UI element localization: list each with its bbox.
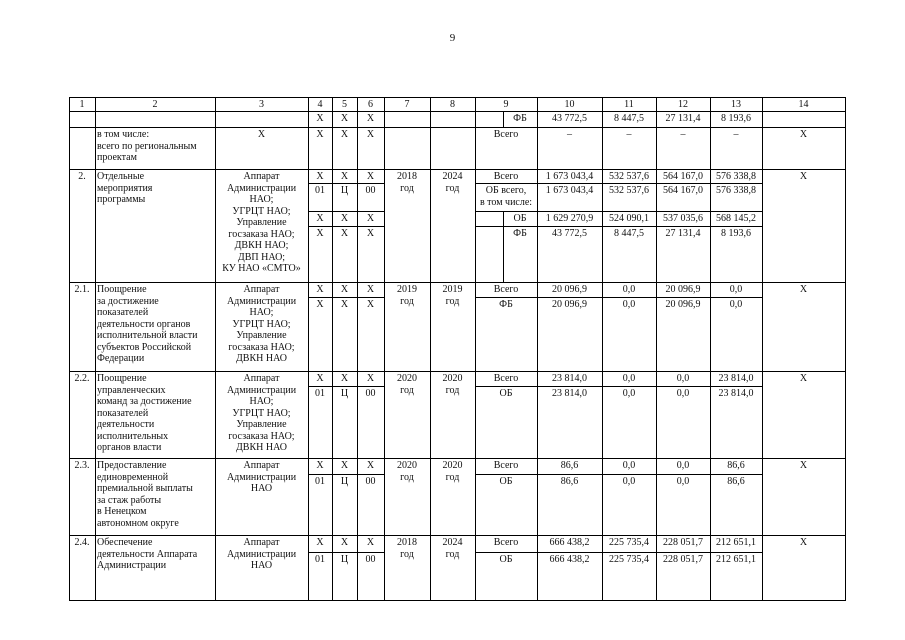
column-rule — [308, 127, 309, 169]
column-rule — [69, 371, 70, 458]
column-rule — [95, 97, 96, 112]
table-cell: Х — [257, 129, 266, 140]
column-rule — [762, 535, 763, 600]
column-rule — [430, 535, 431, 600]
sub-row-rule — [308, 386, 384, 387]
column-rule — [430, 111, 431, 127]
table-cell: Х — [799, 460, 808, 471]
sub-row-rule — [308, 183, 384, 184]
table-cell: 8 447,5 — [614, 113, 644, 124]
column-rule — [537, 535, 538, 600]
table-cell: – — [626, 129, 632, 140]
table-cell: Х — [316, 299, 324, 310]
table-cell: 2024 год — [442, 171, 463, 194]
table-cell: Х — [316, 171, 324, 182]
table-cell: Х — [316, 373, 324, 384]
column-rule — [656, 535, 657, 600]
row-rule — [69, 600, 846, 601]
column-header: 9 — [503, 99, 509, 110]
column-rule — [537, 458, 538, 535]
table-cell: 212 651,1 — [716, 537, 756, 548]
column-rule — [215, 111, 216, 127]
table-cell: Поощрение управленческих команд за достижение показателей деятельности исполнительных органов власти — [97, 373, 192, 453]
column-rule — [710, 97, 711, 112]
column-header: 8 — [450, 99, 455, 110]
column-rule — [384, 111, 385, 127]
table-cell: Х — [799, 373, 808, 384]
column-rule — [710, 371, 711, 458]
table-cell: Ц — [340, 554, 349, 565]
column-rule — [215, 97, 216, 112]
table-cell: 0,0 — [622, 388, 636, 399]
column-rule — [656, 282, 657, 371]
column-rule — [69, 169, 70, 282]
table-cell: 532 537,6 — [609, 185, 649, 196]
table-cell: Ц — [340, 476, 349, 487]
table-cell: 00 — [365, 388, 376, 399]
column-rule — [215, 127, 216, 169]
column-rule — [602, 535, 603, 600]
column-rule — [762, 458, 763, 535]
table-cell: Х — [340, 373, 349, 384]
column-rule — [656, 458, 657, 535]
column-rule — [215, 371, 216, 458]
table-cell: Х — [340, 129, 349, 140]
column-rule — [762, 169, 763, 282]
row-rule — [69, 282, 846, 283]
sub-row-rule — [475, 552, 762, 553]
table-cell: 2020 год — [397, 373, 417, 396]
table-cell: 27 131,4 — [665, 228, 701, 239]
table-cell: 0,0 — [622, 284, 636, 295]
column-rule — [762, 371, 763, 458]
table-cell: Х — [340, 299, 349, 310]
table-cell: Х — [799, 171, 808, 182]
table-cell: Аппарат Администрации НАО; УГРЦТ НАО; Управление госзаказа НАО; ДВКН НАО — [226, 284, 297, 364]
column-rule — [357, 458, 358, 535]
table-cell: Аппарат Администрации НАО — [226, 460, 297, 494]
column-rule — [69, 97, 70, 112]
table-cell: 2.3. — [74, 460, 90, 471]
sub-row-rule — [308, 474, 384, 475]
table-cell: 576 338,8 — [716, 185, 756, 196]
table-cell: 0,0 — [676, 373, 690, 384]
table-cell: 01 — [315, 476, 325, 487]
column-header: 2 — [152, 99, 158, 110]
column-rule — [357, 282, 358, 371]
table-cell: Х — [366, 129, 375, 140]
table-cell: Аппарат Администрации НАО; УГРЦТ НАО; Управление госзаказа НАО; ДВКН НАО — [226, 373, 297, 453]
table-cell: Х — [366, 284, 375, 295]
column-rule — [95, 169, 96, 282]
table-cell: 27 131,4 — [665, 113, 701, 124]
table-cell: ФБ — [513, 113, 527, 124]
column-rule — [537, 282, 538, 371]
table-cell: 2. — [78, 171, 86, 182]
table-cell: Всего — [493, 537, 519, 548]
column-rule — [475, 282, 476, 371]
column-header: 13 — [731, 99, 741, 110]
table-cell: Х — [340, 284, 349, 295]
column-rule — [430, 282, 431, 371]
column-rule — [357, 97, 358, 112]
column-rule — [95, 535, 96, 600]
column-rule — [430, 458, 431, 535]
table-cell: 1 629 270,9 — [545, 213, 594, 224]
column-rule — [475, 371, 476, 458]
row-rule — [69, 535, 846, 536]
column-rule — [503, 226, 504, 282]
table-cell: Х — [366, 373, 375, 384]
column-rule — [69, 535, 70, 600]
column-rule — [845, 458, 846, 535]
column-rule — [710, 282, 711, 371]
column-rule — [308, 282, 309, 371]
header-bottom-rule — [69, 111, 845, 112]
table-cell: – — [567, 129, 572, 140]
column-rule — [845, 127, 846, 169]
sub-row-rule — [475, 183, 762, 184]
column-rule — [475, 97, 476, 112]
table-cell: Х — [366, 171, 375, 182]
column-rule — [475, 535, 476, 600]
column-rule — [845, 535, 846, 600]
table-cell: Х — [316, 460, 324, 471]
column-rule — [475, 111, 476, 127]
table-cell: 23 814,0 — [718, 388, 754, 399]
column-rule — [215, 458, 216, 535]
table-cell: Х — [366, 460, 375, 471]
table-cell: 2020 год — [397, 460, 417, 483]
column-rule — [430, 97, 431, 112]
column-rule — [762, 111, 763, 127]
column-rule — [332, 535, 333, 600]
table-cell: 2020 год — [442, 373, 463, 396]
table-cell: 576 338,8 — [716, 171, 756, 182]
table-cell: 2019 год — [397, 284, 417, 307]
column-rule — [357, 371, 358, 458]
table-cell: 20 096,9 — [552, 284, 587, 295]
table-cell: Предоставление единовременной премиальной выплаты за стаж работы в Ненецком автономном округе — [97, 460, 193, 529]
table-cell: 86,6 — [727, 460, 745, 471]
table-cell: Х — [366, 299, 375, 310]
table-cell: 564 167,0 — [663, 171, 703, 182]
table-cell: Всего — [493, 129, 519, 140]
column-rule — [503, 111, 504, 127]
table-cell: 01 — [315, 388, 325, 399]
table-cell: 537 035,6 — [663, 213, 703, 224]
row-rule — [69, 458, 846, 459]
table-cell: Х — [316, 129, 324, 140]
table-cell: Х — [316, 537, 324, 548]
column-header: 1 — [79, 99, 85, 110]
table-cell: 0,0 — [676, 460, 690, 471]
sub-row-rule — [308, 552, 384, 553]
table-cell: 23 814,0 — [718, 373, 754, 384]
table-cell: ОБ — [499, 388, 513, 399]
table-cell: 225 735,4 — [609, 537, 649, 548]
table-cell: 0,0 — [622, 299, 636, 310]
column-rule — [710, 458, 711, 535]
column-header: 14 — [798, 99, 809, 110]
table-cell: Х — [316, 228, 324, 239]
table-cell: Х — [340, 537, 349, 548]
column-header: 7 — [404, 99, 410, 110]
table-cell: Х — [340, 228, 349, 239]
page-number: 9 — [449, 32, 456, 44]
table-cell: 2018 год — [397, 171, 417, 194]
column-header: 6 — [368, 99, 373, 110]
table-cell: 20 096,9 — [665, 299, 701, 310]
column-header: 3 — [259, 99, 264, 110]
table-cell: 564 167,0 — [663, 185, 703, 196]
table-cell: Х — [340, 213, 349, 224]
table-cell: 0,0 — [622, 476, 636, 487]
column-rule — [357, 535, 358, 600]
table-cell: 86,6 — [560, 460, 579, 471]
table-cell: – — [733, 129, 739, 140]
table-cell: 86,6 — [560, 476, 579, 487]
table-cell: 0,0 — [676, 476, 690, 487]
table-cell: 0,0 — [622, 460, 636, 471]
column-rule — [430, 127, 431, 169]
column-rule — [656, 111, 657, 127]
column-rule — [215, 282, 216, 371]
table-cell: 666 438,2 — [549, 554, 590, 565]
table-cell: 524 090,1 — [609, 213, 649, 224]
column-rule — [656, 371, 657, 458]
column-rule — [332, 97, 333, 112]
column-rule — [308, 97, 309, 112]
column-rule — [475, 458, 476, 535]
table-cell: Х — [366, 113, 375, 124]
column-rule — [656, 97, 657, 112]
table-cell: Х — [340, 460, 349, 471]
row-rule — [69, 371, 846, 372]
column-rule — [357, 111, 358, 127]
column-rule — [430, 371, 431, 458]
column-rule — [710, 127, 711, 169]
table-cell: 43 772,5 — [552, 113, 587, 124]
column-header: 12 — [678, 99, 688, 110]
column-rule — [537, 97, 538, 112]
table-border-top — [69, 97, 845, 98]
table-cell: Аппарат Администрации НАО; УГРЦТ НАО; Управление госзаказа НАО; ДВКН НАО; ДВП НАО; КУ НАО «СМТО» — [222, 171, 301, 274]
sub-row-rule — [308, 211, 384, 212]
sub-row-rule — [308, 226, 384, 227]
table-cell: 532 537,6 — [609, 171, 649, 182]
column-header: 4 — [317, 99, 323, 110]
table-cell: Х — [340, 113, 349, 124]
column-rule — [384, 535, 385, 600]
column-rule — [332, 371, 333, 458]
table-cell: Ц — [340, 185, 349, 196]
table-cell: 86,6 — [727, 476, 745, 487]
table-cell: 228 051,7 — [663, 554, 703, 565]
table-cell: ОБ — [513, 213, 527, 224]
table-cell: Х — [799, 284, 808, 295]
sub-row-rule — [475, 474, 762, 475]
column-rule — [332, 282, 333, 371]
table-cell: 2019 год — [442, 284, 463, 307]
table-cell: 2.1. — [74, 284, 90, 295]
row-rule — [69, 169, 846, 170]
table-cell: 212 651,1 — [716, 554, 756, 565]
table-cell: 20 096,9 — [552, 299, 587, 310]
table-cell: 8 447,5 — [614, 228, 644, 239]
column-rule — [762, 97, 763, 112]
column-rule — [69, 282, 70, 371]
column-rule — [602, 371, 603, 458]
column-rule — [69, 458, 70, 535]
table-cell: 43 772,5 — [552, 228, 587, 239]
column-rule — [384, 97, 385, 112]
table-cell: ФБ — [513, 228, 527, 239]
table-cell: Х — [316, 113, 324, 124]
table-cell: 8 193,6 — [721, 113, 751, 124]
table-cell: 2020 год — [442, 460, 463, 483]
table-cell: 1 673 043,4 — [545, 171, 594, 182]
column-rule — [845, 97, 846, 112]
table-cell: 2.4. — [74, 537, 90, 548]
column-rule — [845, 111, 846, 127]
table-cell: – — [680, 129, 686, 140]
table-cell: Всего — [493, 373, 519, 384]
table-cell: Аппарат Администрации НАО — [226, 537, 297, 571]
column-rule — [308, 371, 309, 458]
column-rule — [845, 282, 846, 371]
table-cell: Х — [316, 284, 324, 295]
table-cell: Всего — [493, 284, 519, 295]
column-rule — [503, 211, 504, 226]
table-cell: Отдельные мероприятия программы — [97, 171, 153, 205]
row-rule — [69, 127, 846, 128]
sub-row-rule — [475, 297, 762, 298]
table-cell: 00 — [365, 185, 376, 196]
column-rule — [332, 111, 333, 127]
column-header: 10 — [564, 99, 575, 110]
table-cell: Ц — [340, 388, 349, 399]
table-cell: 01 — [315, 554, 325, 565]
table-cell: 225 735,4 — [609, 554, 649, 565]
column-rule — [602, 127, 603, 169]
column-rule — [308, 458, 309, 535]
table-cell: ОБ всего, в том числе: — [479, 185, 533, 208]
column-rule — [332, 458, 333, 535]
column-header: 11 — [624, 99, 634, 110]
sub-row-rule — [475, 211, 762, 212]
table-cell: 2.2. — [74, 373, 90, 384]
table-cell: 2018 год — [397, 537, 417, 560]
table-cell: в том числе: всего по региональным проектам — [97, 129, 197, 163]
table-cell: 0,0 — [729, 284, 743, 295]
column-rule — [384, 458, 385, 535]
column-rule — [762, 282, 763, 371]
table-cell: Обеспечение деятельности Аппарата Администрации — [97, 537, 198, 571]
column-rule — [537, 111, 538, 127]
column-rule — [475, 127, 476, 169]
table-cell: 2024 год — [442, 537, 463, 560]
table-cell: Х — [316, 213, 324, 224]
column-rule — [384, 169, 385, 282]
table-cell: ФБ — [499, 299, 513, 310]
table-cell: 228 051,7 — [663, 537, 703, 548]
table-cell: ОБ — [499, 554, 513, 565]
column-rule — [602, 111, 603, 127]
table-cell: 01 — [315, 185, 325, 196]
table-cell: 23 814,0 — [552, 373, 587, 384]
column-rule — [332, 127, 333, 169]
column-rule — [537, 127, 538, 169]
column-rule — [656, 127, 657, 169]
table-cell: 23 814,0 — [552, 388, 587, 399]
column-rule — [95, 371, 96, 458]
table-cell: 666 438,2 — [549, 537, 590, 548]
table-cell: 00 — [365, 476, 376, 487]
column-rule — [710, 111, 711, 127]
sub-row-rule — [308, 297, 384, 298]
table-cell: 8 193,6 — [721, 228, 751, 239]
column-rule — [95, 127, 96, 169]
table-cell: Х — [799, 537, 808, 548]
column-rule — [357, 127, 358, 169]
column-rule — [384, 371, 385, 458]
table-cell: Х — [340, 171, 349, 182]
column-rule — [537, 371, 538, 458]
table-cell: ОБ — [499, 476, 513, 487]
column-rule — [215, 535, 216, 600]
table-cell: Х — [366, 537, 375, 548]
table-cell: 00 — [365, 554, 376, 565]
table-cell: 0,0 — [622, 373, 636, 384]
column-rule — [845, 371, 846, 458]
table-cell: Х — [366, 213, 375, 224]
column-rule — [69, 127, 70, 169]
sub-row-rule — [475, 386, 762, 387]
table-cell: Х — [799, 129, 808, 140]
column-rule — [602, 458, 603, 535]
column-rule — [845, 169, 846, 282]
table-cell: 1 673 043,4 — [545, 185, 594, 196]
table-cell: 0,0 — [676, 388, 690, 399]
table-cell: Х — [366, 228, 375, 239]
column-rule — [95, 458, 96, 535]
sub-row-rule — [475, 226, 762, 227]
column-rule — [215, 169, 216, 282]
column-rule — [710, 535, 711, 600]
column-rule — [602, 282, 603, 371]
table-cell: 568 145,2 — [716, 213, 756, 224]
column-rule — [308, 535, 309, 600]
column-rule — [95, 111, 96, 127]
column-rule — [95, 282, 96, 371]
column-rule — [384, 282, 385, 371]
table-cell: Всего — [493, 171, 519, 182]
column-rule — [384, 127, 385, 169]
table-cell: Всего — [493, 460, 519, 471]
table-cell: 20 096,9 — [665, 284, 701, 295]
column-rule — [430, 169, 431, 282]
column-rule — [602, 97, 603, 112]
table-cell: 0,0 — [729, 299, 743, 310]
column-header: 5 — [342, 99, 347, 110]
column-rule — [69, 111, 70, 127]
table-cell: Поощрение за достижение показателей деятельности органов исполнительной власти субъектов Российской Федерации — [97, 284, 198, 364]
column-rule — [308, 111, 309, 127]
column-rule — [762, 127, 763, 169]
